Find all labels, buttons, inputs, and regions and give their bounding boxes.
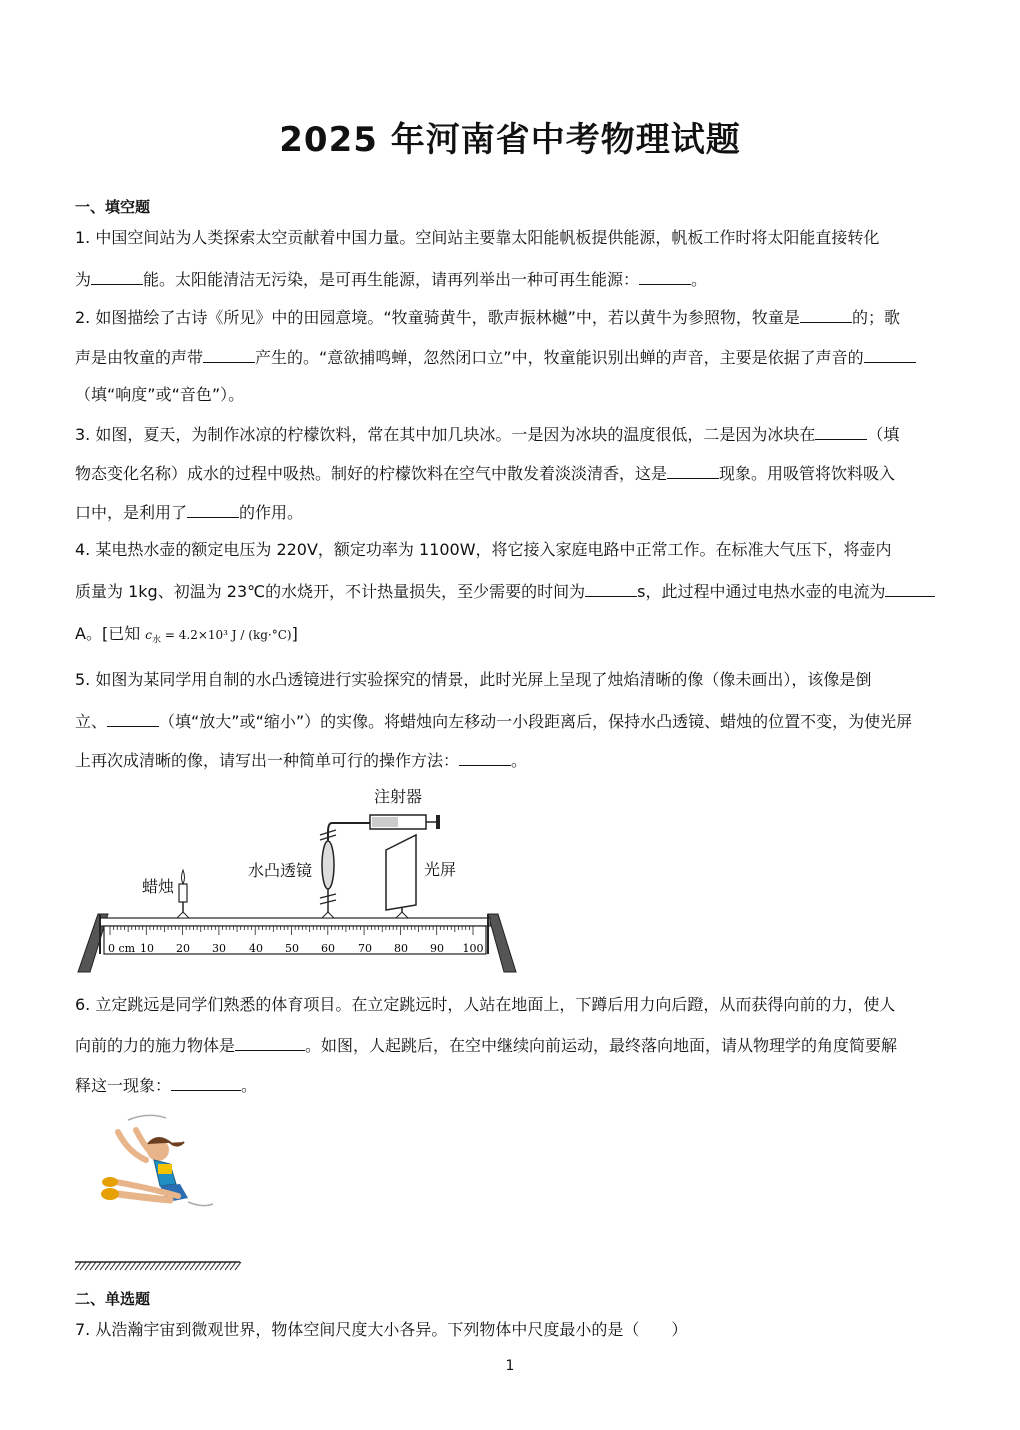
- hatch-line: [225, 1262, 231, 1270]
- answer-blank[interactable]: [107, 710, 159, 727]
- q1-line-2: [75, 268, 955, 290]
- q4-text: 质量为 1kg、初温为 23℃的水烧开，不计热量损失，至少需要的时间为: [75, 582, 586, 601]
- answer-blank[interactable]: [171, 1074, 241, 1091]
- q2-text: 的；歌: [851, 308, 900, 327]
- q7-line-1: 7. 从浩瀚宇宙到微观世界，物体空间尺度大小各异。下列物体中尺度最小的是（ ）: [75, 1320, 688, 1339]
- hatch-line: [80, 1262, 86, 1270]
- tick-label: 80: [394, 942, 408, 955]
- q2-line-2: [75, 346, 985, 368]
- hatch-line: [105, 1262, 111, 1270]
- hatch-line: [160, 1262, 166, 1270]
- hatch-line: [115, 1262, 121, 1270]
- answer-blank[interactable]: [203, 346, 255, 363]
- hatch-line: [215, 1262, 221, 1270]
- q5-text: （填“放大”或“缩小”）的实像。将蜡烛向左移动一小段距离后，保持水凸透镜、蜡烛的位置不变，为使光屏: [159, 712, 913, 731]
- hatch-line: [85, 1262, 91, 1270]
- hatch-line: [150, 1262, 156, 1270]
- tick-label: 90: [430, 942, 444, 955]
- q3-text: 的作用。: [239, 503, 304, 522]
- answer-blank[interactable]: [815, 423, 867, 440]
- q5-line-1: 5. 如图为某同学用自制的水凸透镜进行实验探究的情景，此时光屏上呈现了烛焰清晰的像（像未画出），该像是倒: [75, 670, 872, 689]
- q4-text: s，此过程中通过电热水壶的电流为: [637, 582, 886, 601]
- answer-blank[interactable]: [187, 501, 239, 518]
- candle-drawing: [179, 870, 187, 918]
- answer-blank[interactable]: [235, 1034, 305, 1051]
- q2-text: 产生的。“意欲捕鸣蝉，忽然闭口立”中，牧童能识别出蝉的声音，主要是依据了声音的: [255, 348, 864, 367]
- q4-line-3: [75, 624, 955, 650]
- hatch-line: [120, 1262, 126, 1270]
- q1-line-1: 1. 中国空间站为人类探索太空贡献着中国力量。空间站主要靠太阳能帆板提供能源，帆板工作时将太阳能直接转化: [75, 228, 880, 247]
- hatch-line: [235, 1262, 241, 1270]
- hatch-line: [200, 1262, 206, 1270]
- q5-text: 上再次成清晰的像，请写出一种简单可行的操作方法：: [75, 751, 460, 770]
- section-heading-fill-blank: 一、填空题: [75, 198, 151, 216]
- optical-bench-figure: [70, 780, 530, 980]
- q3-text: 现象。用吸管将饮料吸入: [719, 464, 896, 483]
- hatch-line: [145, 1262, 151, 1270]
- tick-label: 70: [358, 942, 372, 955]
- tick-label: 0 cm: [108, 942, 136, 955]
- q4-line-1: 4. 某电热水壶的额定电压为 220V，额定功率为 1100W，将它接入家庭电路中正常工作。在标准大气压下，将壶内: [75, 540, 892, 559]
- hatch-line: [180, 1262, 186, 1270]
- q6-text: 。如图，人起跳后，在空中继续向前运动，最终落向地面，请从物理学的角度简要解: [305, 1036, 898, 1055]
- hatch-line: [100, 1262, 106, 1270]
- hatch-line: [210, 1262, 216, 1270]
- answer-blank[interactable]: [639, 268, 691, 285]
- hatch-line: [220, 1262, 226, 1270]
- q6-text: 释这一现象：: [75, 1076, 172, 1095]
- hatch-line: [125, 1262, 131, 1270]
- q3-text: 物态变化名称）成水的过程中吸热。制好的柠檬饮料在空气中散发着淡淡清香，这是: [75, 464, 668, 483]
- q6-line-3: [75, 1074, 955, 1096]
- hatch-line: [95, 1262, 101, 1270]
- q3-line-3: [75, 501, 955, 523]
- hatch-line: [135, 1262, 141, 1270]
- q4-line-2: [75, 580, 985, 602]
- section-heading-single-choice: 二、单选题: [75, 1290, 151, 1308]
- q3-text: （填: [867, 425, 900, 444]
- q1-text: 能。太阳能清洁无污染，是可再生能源，请再列举出一种可再生能源：: [143, 270, 640, 289]
- answer-blank[interactable]: [885, 580, 935, 597]
- q1-text: 。: [691, 270, 708, 289]
- answer-blank[interactable]: [864, 346, 916, 363]
- answer-blank[interactable]: [800, 306, 852, 323]
- answer-blank[interactable]: [585, 580, 637, 597]
- q3-line-1: [75, 423, 985, 445]
- long-jump-illustration: [88, 1112, 248, 1272]
- hatch-line: [205, 1262, 211, 1270]
- q5-line-3: [75, 749, 955, 771]
- syringe-label: 注射器: [374, 787, 423, 806]
- tick-label: 60: [321, 942, 335, 955]
- tick-label: 30: [212, 942, 226, 955]
- q6-line-2: [75, 1034, 985, 1056]
- light-screen-drawing: [386, 835, 416, 918]
- ground-hatching: [75, 1260, 245, 1272]
- bench-holders: [177, 912, 408, 918]
- hatch-line: [155, 1262, 161, 1270]
- q5-text: 立、: [75, 712, 108, 731]
- tick-label: 100: [462, 942, 484, 955]
- hatch-line: [170, 1262, 176, 1270]
- hatch-line: [110, 1262, 116, 1270]
- q3-line-2: [75, 462, 985, 484]
- answer-blank[interactable]: [91, 268, 143, 285]
- jumper-figure: [101, 1115, 213, 1205]
- tick-label: 10: [140, 942, 154, 955]
- hatch-line: [230, 1262, 236, 1270]
- hatch-line: [75, 1262, 81, 1270]
- answer-blank[interactable]: [459, 749, 511, 766]
- tick-label: 40: [249, 942, 263, 955]
- q5-line-2: [75, 710, 985, 732]
- q6-line-1: 6. 立定跳远是同学们熟悉的体育项目。在立定跳远时，人站在地面上，下蹲后用力向后蹬，从而获得向前的力，使人: [75, 995, 896, 1014]
- hatch-line: [90, 1262, 96, 1270]
- q4-text: A。[已知: [75, 624, 141, 643]
- q6-text: 。: [241, 1076, 258, 1095]
- lens-label: 水凸透镜: [248, 861, 313, 880]
- candle-label: 蜡烛: [142, 877, 175, 896]
- hatch-line: [130, 1262, 136, 1270]
- formula-symbol: c: [145, 628, 153, 642]
- q3-text: 3. 如图，夏天，为制作冰凉的柠檬饮料，常在其中加几块冰。一是因为冰块的温度很低，二是因为冰块在: [75, 425, 816, 444]
- q2-line-3: （填“响度”或“音色”）。: [75, 385, 245, 404]
- specific-heat-formula: [145, 628, 292, 646]
- tick-label: 50: [285, 942, 299, 955]
- formula-value: = 4.2×10³ J / (kg·°C): [164, 628, 292, 642]
- q2-line-1: [75, 306, 985, 328]
- q5-text: 。: [511, 751, 528, 770]
- hatch-line: [140, 1262, 146, 1270]
- hatch-line: [185, 1262, 191, 1270]
- answer-blank[interactable]: [667, 462, 719, 479]
- tick-label: 20: [176, 942, 190, 955]
- q1-text: 为: [75, 270, 92, 289]
- hatch-line: [165, 1262, 171, 1270]
- hatch-line: [190, 1262, 196, 1270]
- screen-label: 光屏: [424, 860, 457, 879]
- hatch-lines: [75, 1262, 241, 1270]
- q2-text: 声是由牧童的声带: [75, 348, 204, 367]
- formula-subscript: 水: [152, 635, 162, 646]
- page-number: 1: [505, 1358, 515, 1374]
- syringe-drawing: [328, 815, 440, 840]
- q6-text: 向前的力的施力物体是: [75, 1036, 236, 1055]
- hatch-line: [175, 1262, 181, 1270]
- hatch-line: [195, 1262, 201, 1270]
- q4-text: ]: [291, 624, 298, 643]
- q2-text: 2. 如图描绘了古诗《所见》中的田园意境。“牧童骑黄牛，歌声振林樾”中，若以黄牛为参照物，牧童是: [75, 308, 800, 327]
- water-lens-drawing: [320, 830, 336, 915]
- page-title: 2025 年河南省中考物理试题: [279, 120, 741, 160]
- q3-text: 口中，是利用了: [75, 503, 188, 522]
